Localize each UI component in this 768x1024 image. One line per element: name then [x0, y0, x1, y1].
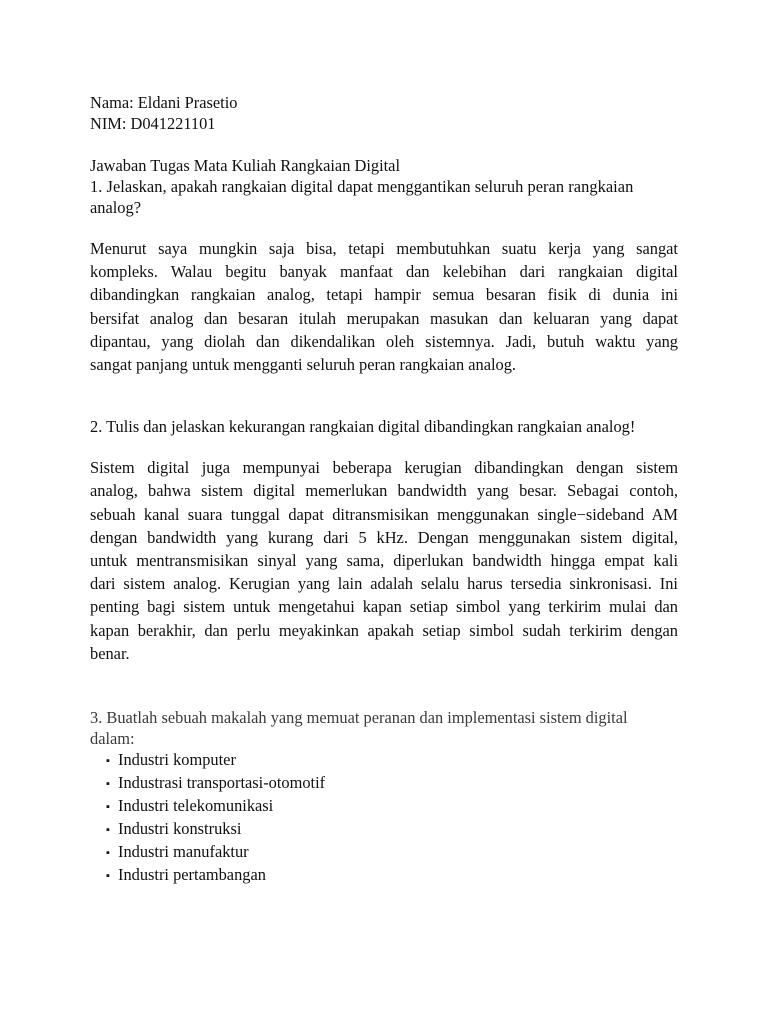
answer-2-line: benar. [90, 643, 130, 663]
document-title: Jawaban Tugas Mata Kuliah Rangkaian Digital [90, 156, 401, 175]
spacer [90, 134, 678, 155]
spacer [90, 665, 678, 707]
answer-1 [90, 237, 678, 376]
answer-1-line: Menurut saya mungkin saja bisa, tetapi membutuhkan suatu kerja yang sangat [90, 239, 678, 258]
question-3-line: 3. Buatlah sebuah makalah yang memuat peranan dan implementasi sistem digital [90, 708, 628, 728]
list-item-label: Industri konstruksi [118, 819, 242, 839]
bullet-icon: ▪ [106, 824, 110, 837]
answer-2-line: kapan berakhir, dan perlu meyakinkan apakah setiap simbol sudah terkirim dengan [90, 620, 678, 640]
list-item-label: Industri pertambangan [118, 865, 266, 885]
answer-1-line: sangat panjang untuk mengganti seluruh peran rangkaian analog. [90, 355, 517, 375]
list-item-label: Industri telekomunikasi [118, 796, 274, 816]
question-3-line: dalam: [90, 729, 135, 749]
list-item [106, 795, 678, 818]
list-item [106, 818, 678, 841]
bullet-icon: ▪ [106, 870, 110, 883]
answer-2-line: untuk mentransmisikan sinyal yang sama, diperlukan bandwidth hingga empat kali [90, 551, 678, 571]
spacer [90, 376, 678, 416]
answer-2-line: dengan bandwidth yang kurang dari 5 kHz. Dengan menggunakan sistem digital, [90, 527, 678, 547]
bullet-icon: ▪ [106, 801, 110, 814]
industry-list [90, 749, 678, 887]
student-name: Nama: Eldani Prasetio [90, 93, 238, 112]
list-item [106, 841, 678, 864]
bullet-icon: ▪ [106, 847, 110, 860]
question-1-line: analog? [90, 198, 141, 217]
question-2: 2. Tulis dan jelaskan kekurangan rangkaian digital dibandingkan rangkaian analog! [90, 417, 636, 437]
list-item [106, 864, 678, 887]
list-item-label: Industri komputer [118, 750, 236, 770]
answer-2-line: Sistem digital juga mempunyai beberapa kerugian dibandingkan dengan sistem [90, 458, 678, 478]
question-1 [90, 176, 678, 218]
spacer [90, 218, 678, 237]
bullet-icon: ▪ [106, 778, 110, 791]
question-3 [90, 707, 678, 749]
answer-1-line: kompleks. Walau begitu banyak manfaat dan kelebihan dari rangkaian digital [90, 262, 678, 282]
list-item-label: Industrasi transportasi-otomotif [118, 773, 326, 793]
student-nim: NIM: D041221101 [90, 114, 216, 133]
answer-1-line: dipantau, yang diolah dan dikendalikan oleh sistemnya. Jadi, butuh waktu yang [90, 331, 678, 351]
bullet-icon: ▪ [106, 755, 110, 768]
answer-2-line: penting bagi sistem untuk mengetahui kapan setiap simbol yang terkirim mulai dan [90, 597, 678, 617]
list-item [106, 749, 678, 772]
answer-2-line: dari sistem analog. Kerugian yang lain adalah selalu harus tersedia sinkronisasi. Ini [90, 574, 678, 594]
answer-1-line: dibandingkan rangkaian analog, tetapi hampir semua besaran fisik di dunia ini [90, 285, 678, 305]
answer-2-line: sebuah kanal suara tunggal dapat ditransmisikan menggunakan single−sideband AM [90, 504, 678, 524]
list-item-label: Industri manufaktur [118, 842, 249, 862]
question-1-line: 1. Jelaskan, apakah rangkaian digital dapat menggantikan seluruh peran rangkaian [90, 177, 634, 196]
list-item [106, 772, 678, 795]
answer-1-line: bersifat analog dan besaran itulah merupakan masukan dan keluaran yang dapat [90, 308, 678, 328]
answer-2 [90, 456, 678, 665]
spacer [90, 437, 678, 456]
answer-2-line: analog, bahwa sistem digital memerlukan bandwidth yang besar. Sebagai contoh, [90, 481, 678, 501]
